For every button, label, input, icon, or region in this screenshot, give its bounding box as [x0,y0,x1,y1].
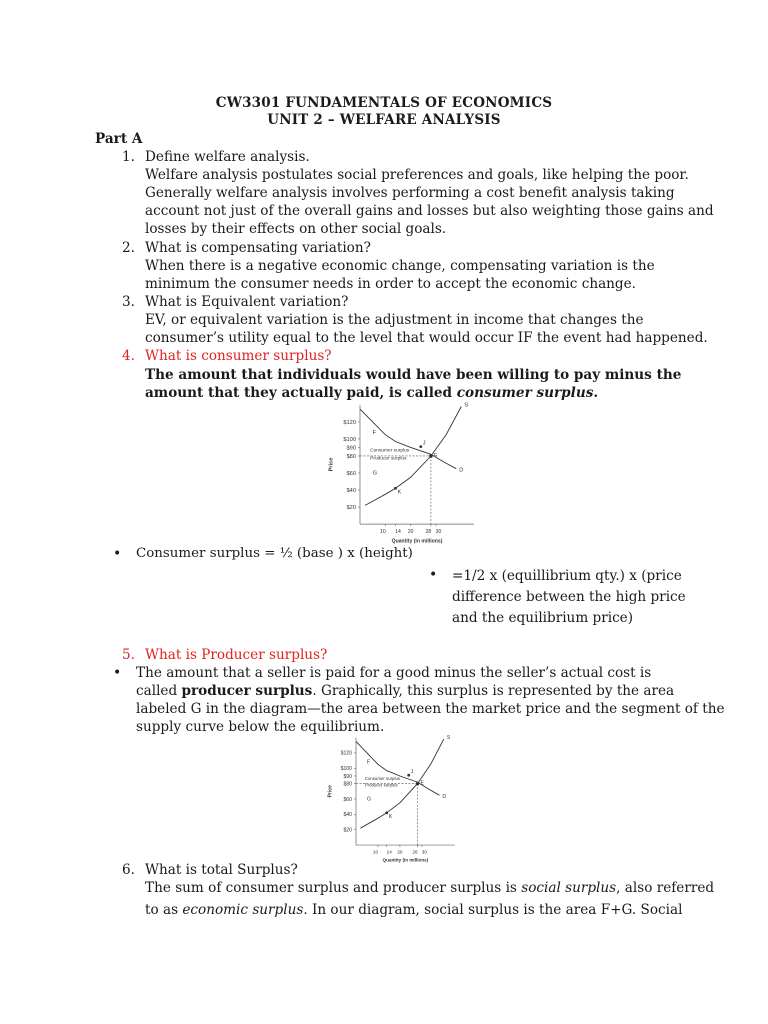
y-tick-label: $90 [343,773,352,780]
demand-label: D [442,794,447,801]
y-tick-label: $40 [343,812,352,819]
y-tick-label: $80 [343,781,352,788]
unit-subtitle: UNIT 2 – WELFARE ANALYSIS [267,112,501,128]
q1-question: Define welfare analysis. [145,149,310,165]
document-title: CW3301 FUNDAMENTALS OF ECONOMICS [215,95,553,111]
x-tick-label: 14 [386,849,392,855]
equilibrium-point [429,454,433,458]
q6-number: 6. [122,862,135,878]
y-tick-label: $100 [343,436,356,443]
q3-number: 3. [122,294,135,310]
demand-label: D [459,467,464,474]
point-j [419,445,422,448]
bullet-icon: • [113,665,122,681]
q4-answer-line: The amount that individuals would have been willing to pay minus the [145,367,682,383]
formula-explanation-line: difference between the high price [452,589,686,605]
q4-question: What is consumer surplus? [145,348,332,364]
q3-answer-line: EV, or equivalent variation is the adjustment in income that changes the [145,312,644,328]
q2-answer-line: When there is a negative economic change, compensating variation is the [145,258,655,274]
y-tick-label: $120 [340,750,352,757]
x-tick-label: 30 [421,849,427,855]
q3-answer-line: consumer’s utility equal to the level that would occur IF the event had happened. [145,330,708,346]
point-j-label: J [422,440,426,447]
formula-explanation-line: =1/2 x (equillibrium qty.) x (price [452,568,682,584]
x-tick-label: 28 [425,529,432,536]
formula-explanation-line: and the equilibrium price) [452,610,634,626]
q1-answer-line: losses by their effects on other social goals. [145,221,447,237]
q5-answer-line: labeled G in the diagram—the area between the market price and the segment of the [136,701,725,717]
consumer-surplus-formula: Consumer surplus = ½ (base ) x (height) [136,546,413,561]
supply-label: S [446,735,451,742]
q2-number: 2. [122,240,135,256]
surplus-chart-2 [327,735,460,863]
equilibrium-point [416,782,420,786]
q4-answer-line: amount that they actually paid, is called consumer surplus. [145,385,599,401]
q5-answer-line: The amount that a seller is paid for a good minus the seller’s actual cost is [136,665,652,681]
point-k-label: K [397,489,402,496]
x-tick-label: 10 [372,849,379,855]
q5-number: 5. [122,647,135,663]
q1-number: 1. [122,149,135,165]
y-tick-label: $90 [346,445,356,452]
y-tick-label: $100 [340,766,352,773]
area-g-label: G [366,796,371,803]
q6-answer-line: to as economic surplus. In our diagram, social surplus is the area F+G. Social [145,902,683,918]
x-tick-label: 30 [435,529,442,536]
bullet-icon: • [113,546,122,562]
q5-answer-line: supply curve below the equilibrium. [136,719,385,735]
y-axis-label: Price [328,457,335,472]
q1-answer-line: Generally welfare analysis involves performing a cost benefit analysis taking [145,185,675,201]
point-k [385,811,388,814]
surplus-chart-1 [330,402,480,544]
q2-question: What is compensating variation? [145,240,371,256]
y-tick-label: $60 [343,796,352,803]
x-axis-label: Quantity (in millions) [382,857,429,863]
area-g-label: G [372,470,378,477]
social-surplus-term: social surplus [521,880,617,896]
supply-label: S [464,402,469,409]
area-f-label: F [366,759,371,766]
q3-question: What is Equivalent variation? [145,294,349,310]
producer-surplus-annotation: Producer surplus [364,782,398,788]
producer-surplus-term: producer surplus [181,683,313,699]
q6-question: What is total Surplus? [145,862,298,878]
area-f-label: F [372,429,377,436]
consumer-surplus-annotation: Consumer surplus [364,775,401,781]
point-k-label: K [388,813,393,820]
y-tick-label: $80 [346,453,356,460]
bullet-icon: • [429,567,438,583]
consumer-surplus-term: consumer surplus [456,385,594,401]
economic-surplus-term: economic surplus [182,902,304,918]
x-tick-label: 14 [395,529,401,536]
point-k [394,487,397,490]
q1-answer-line: Welfare analysis postulates social preferences and goals, like helping the poor. [145,167,689,183]
y-axis-label: Price [327,785,334,798]
y-tick-label: $20 [346,505,356,512]
producer-surplus-annotation: Producer surplus [370,456,407,462]
consumer-surplus-annotation: Consumer surplus [370,448,410,454]
point-j [407,774,410,777]
x-tick-label: 20 [407,529,414,536]
x-tick-label: 28 [412,849,418,855]
q4-number: 4. [122,348,135,364]
q5-answer-line: called producer surplus. Graphically, this surplus is represented by the area [136,683,675,699]
q2-answer-line: minimum the consumer needs in order to accept the economic change. [145,276,636,292]
point-j-label: J [410,769,414,776]
q6-answer-line: The sum of consumer surplus and producer surplus is social surplus, also referred [145,880,715,896]
y-tick-label: $60 [346,470,356,477]
equilibrium-label: E [433,452,438,459]
x-tick-label: 20 [397,849,403,855]
y-tick-label: $40 [346,488,356,495]
x-axis-label: Quantity (in millions) [391,538,443,545]
part-label: Part A [95,131,143,147]
q5-question: What is Producer surplus? [145,647,328,663]
x-tick-label: 10 [379,529,386,536]
y-tick-label: $20 [343,827,352,834]
y-tick-label: $120 [343,419,356,426]
equilibrium-label: E [420,780,424,787]
q1-answer-line: account not just of the overall gains and losses but also weighting those gains and [145,203,714,219]
